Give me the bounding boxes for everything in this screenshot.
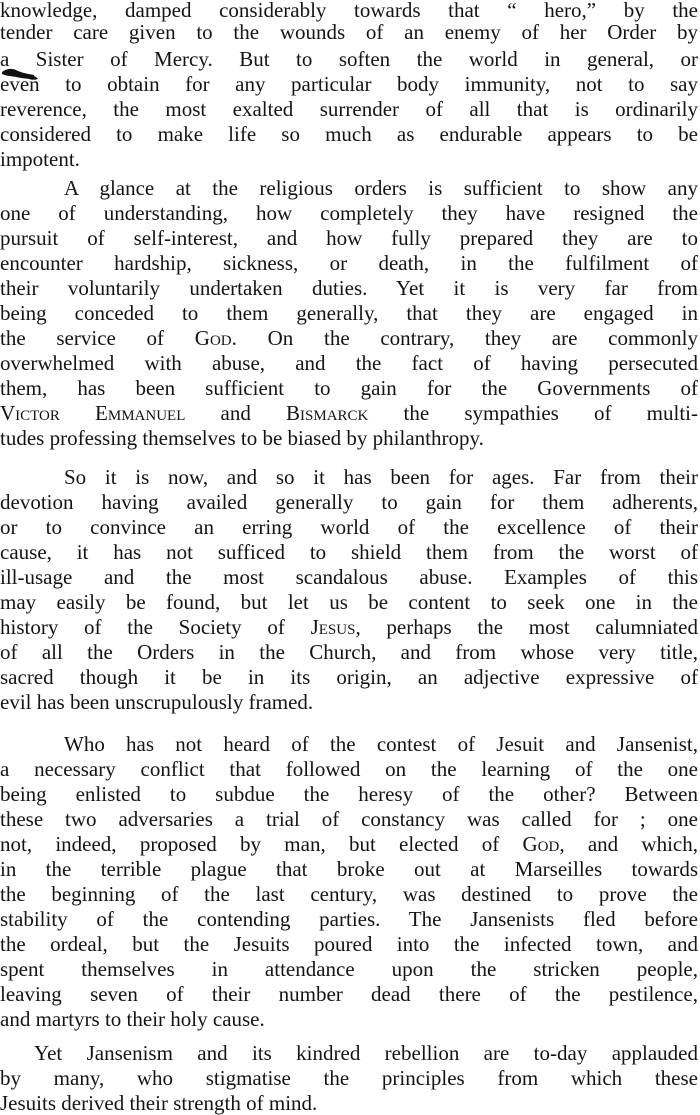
- text-run: tudes professing themselves to be biased by philanthropy.: [0, 426, 484, 450]
- text-run: of all the Orders in the Church, and from whose very title,: [0, 640, 698, 664]
- text-line: [0, 122, 698, 147]
- small-caps-text: Bismarck: [286, 401, 369, 425]
- text-run: devotion having availed generally to gain for them adherents,: [0, 490, 698, 514]
- text-line: [0, 515, 698, 540]
- text-run: the sympathies of multi-: [368, 401, 698, 425]
- text-line: [0, 832, 698, 857]
- text-run: considered to make life so much as endurable appears to be: [0, 122, 698, 146]
- text-line: [0, 857, 698, 882]
- text-run: pursuit of self-interest, and how fully prepared they are to: [0, 226, 698, 250]
- text-line: [0, 640, 698, 665]
- text-run: even to obtain for any particular body immunity, not to say: [0, 72, 698, 96]
- text-run: the beginning of the last century, was destined to prove the: [0, 882, 698, 906]
- text-run: impotent.: [0, 147, 80, 171]
- text-run: Yet Jansenism and its kindred rebellion are to-day applauded: [34, 1041, 698, 1065]
- text-run: may easily be found, but let us be content to seek one in the: [0, 590, 698, 614]
- small-caps-text: Victor Emmanuel: [0, 401, 186, 425]
- text-line: [0, 426, 698, 451]
- text-line: [0, 326, 698, 351]
- small-caps-text: Jesus: [310, 615, 356, 639]
- text-line: [0, 47, 698, 72]
- text-run: , and which,: [559, 832, 698, 856]
- text-run: by many, who stigmatise the principles from which these: [0, 1066, 698, 1090]
- text-line: [64, 465, 698, 490]
- text-line: [0, 1007, 698, 1032]
- text-line: [0, 690, 698, 715]
- text-line: [0, 251, 698, 276]
- text-line: [0, 590, 698, 615]
- text-run: tender care given to the wounds of an enemy of her Order by: [0, 20, 698, 44]
- text-run: the ordeal, but the Jesuits poured into the infected town, and: [0, 932, 698, 956]
- text-line: [0, 226, 698, 251]
- text-run: one of understanding, how completely they have resigned the: [0, 201, 698, 225]
- text-line: [0, 301, 698, 326]
- text-line: [0, 807, 698, 832]
- text-run: leaving seven of their number dead there of the pestilence,: [0, 982, 698, 1006]
- text-line: [0, 665, 698, 690]
- text-line: [0, 757, 698, 782]
- text-run: being conceded to them generally, that they are engaged in: [0, 301, 698, 325]
- text-run: spent themselves in attendance upon the stricken people,: [0, 957, 698, 981]
- text-run: A glance at the religious orders is sufficient to show any: [64, 176, 698, 200]
- text-line: [0, 1066, 698, 1091]
- text-run: in the terrible plague that broke out at Marseilles towards: [0, 857, 698, 881]
- text-run: not, indeed, proposed by man, but elected of: [0, 832, 523, 856]
- text-line: [0, 97, 698, 122]
- text-line: [34, 1041, 698, 1066]
- text-line: [0, 201, 698, 226]
- text-run: history of the Society of: [0, 615, 311, 639]
- text-run: Jesuits derived their strength of mind.: [0, 1091, 318, 1115]
- text-run: , perhaps the most calumniated: [355, 615, 698, 639]
- small-caps-text: God: [194, 326, 232, 350]
- text-run: evil has been unscrupulously framed.: [0, 690, 314, 714]
- text-run: being enlisted to subdue the heresy of the other? Between: [0, 782, 698, 806]
- text-line: [0, 401, 698, 426]
- text-line: [0, 490, 698, 515]
- text-line: [0, 565, 698, 590]
- text-line: [0, 782, 698, 807]
- text-line: [0, 882, 698, 907]
- text-line: [0, 376, 698, 401]
- text-run: cause, it has not sufficed to shield them from the worst of: [0, 540, 698, 564]
- text-run: overwhelmed with abuse, and the fact of having persecuted: [0, 351, 698, 375]
- text-line: [0, 540, 698, 565]
- text-line: [64, 732, 698, 757]
- text-line: [0, 276, 698, 301]
- small-caps-text: God: [522, 832, 560, 856]
- text-run: or to convince an erring world of the excellence of their: [0, 515, 698, 539]
- text-run: knowledge, damped considerably towards that “ hero,” by the: [0, 0, 698, 22]
- text-line: [0, 957, 698, 982]
- text-run: their voluntarily undertaken duties. Yet it is very far from: [0, 276, 698, 300]
- text-run: the service of: [0, 326, 195, 350]
- text-run: ill-usage and the most scandalous abuse. Examples of this: [0, 565, 698, 589]
- text-run: these two adversaries a trial of constancy was called for ; one: [0, 807, 698, 831]
- text-line: [64, 176, 698, 201]
- text-run: Who has not heard of the contest of Jesuit and Jansenist,: [64, 732, 698, 756]
- text-run: sacred though it be in its origin, an adjective expressive of: [0, 665, 698, 689]
- text-run: a necessary conflict that followed on the learning of the one: [0, 757, 698, 781]
- text-line: [0, 907, 698, 932]
- text-run: a Sister of Mercy. But to soften the world in general, or: [0, 47, 698, 71]
- text-run: reverence, the most exalted surrender of all that is ordinarily: [0, 97, 698, 121]
- text-line: [0, 982, 698, 1007]
- text-line: [0, 615, 698, 640]
- text-run: stability of the contending parties. The Jansenists fled before: [0, 907, 698, 931]
- text-run: and martyrs to their holy cause.: [0, 1007, 265, 1031]
- text-run: encounter hardship, sickness, or death, in the fulfilment of: [0, 251, 698, 275]
- text-line: [0, 72, 698, 97]
- text-line: [0, 1091, 698, 1115]
- text-line: [0, 20, 698, 45]
- text-run: So it is now, and so it has been for ages. Far from their: [64, 465, 698, 489]
- text-line: [0, 351, 698, 376]
- text-run: them, has been sufficient to gain for the Governments of: [0, 376, 698, 400]
- text-line: [0, 147, 698, 172]
- text-run: and: [185, 401, 287, 425]
- text-line: [0, 932, 698, 957]
- text-run: . On the contrary, they are commonly: [231, 326, 698, 350]
